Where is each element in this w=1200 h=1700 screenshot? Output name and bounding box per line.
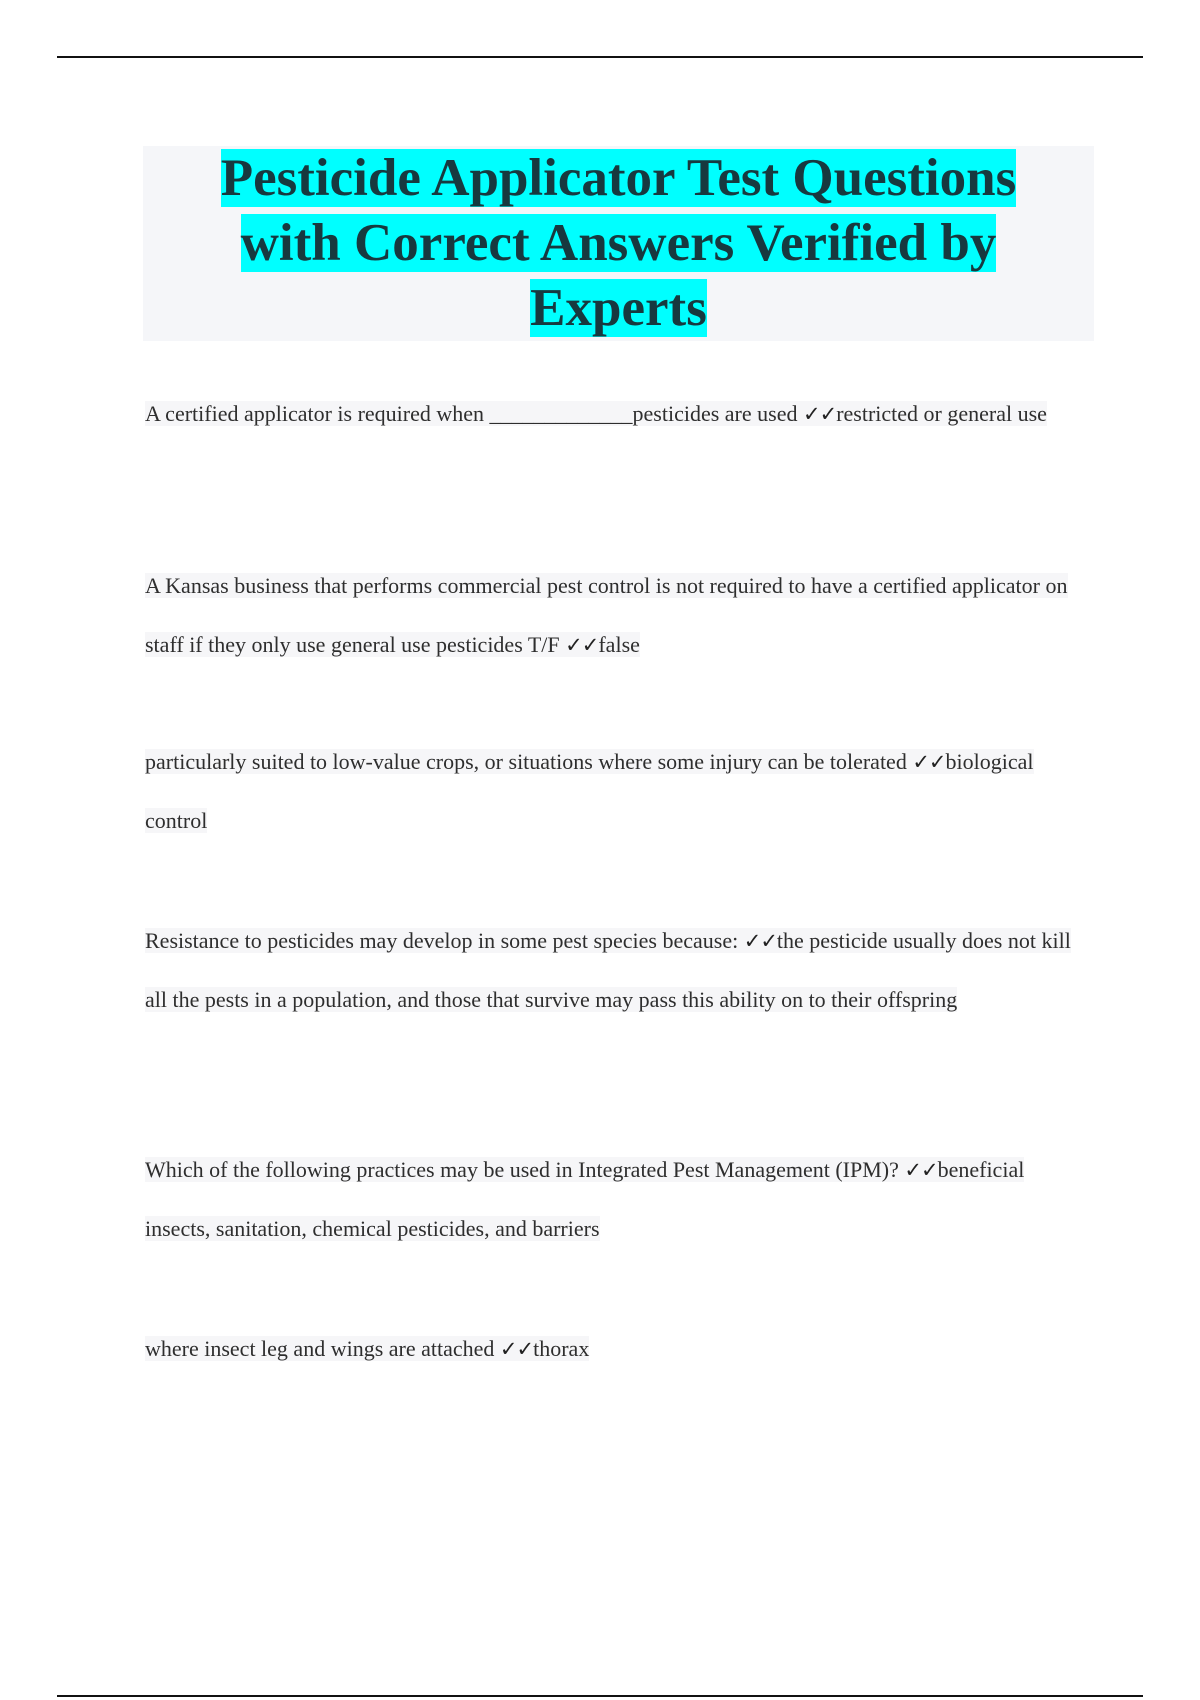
double-check-icon: ✓✓ [802, 402, 837, 426]
title-banner [143, 146, 1094, 341]
qa-item-6 [145, 1320, 1085, 1379]
double-check-icon: ✓✓ [499, 1337, 534, 1361]
question-text: A Kansas business that performs commercial pest control is not required to have a certified applicator on staff if they only use general use pesticides T/F [145, 573, 1068, 657]
double-check-icon: ✓✓ [743, 929, 777, 953]
qa-item-1 [145, 385, 1085, 444]
qa-item-text [145, 401, 1047, 426]
answer-text: restricted or general use [836, 401, 1047, 426]
question-text: Which of the following practices may be used in Integrated Pest Management (IPM)? [145, 1157, 905, 1182]
answer-text: thorax [533, 1336, 590, 1361]
qa-item-2 [145, 557, 1085, 674]
answer-text: biological control [145, 749, 1034, 833]
qa-item-5 [145, 1141, 1085, 1258]
top-rule [57, 56, 1143, 58]
qa-item-3 [145, 733, 1085, 850]
qa-item-4 [145, 912, 1085, 1029]
qa-item-text [145, 1336, 589, 1361]
double-check-icon: ✓✓ [912, 750, 946, 774]
page-title: Pesticide Applicator Test Questions with Correct Answers Verified by Experts [220, 149, 1017, 337]
qa-item-text [145, 573, 1068, 657]
double-check-icon: ✓✓ [565, 632, 599, 657]
qa-item-text [145, 749, 1034, 833]
answer-text: false [598, 631, 640, 657]
answer-text: beneficial insects, sanitation, chemical pesticides, and barriers [145, 1157, 1025, 1241]
question-text: Resistance to pesticides may develop in some pest species because: [145, 928, 744, 953]
bottom-rule [57, 1695, 1143, 1697]
answer-text: the pesticide usually does not kill all the pests in a population, and those that survive may pass this ability on to their offspring [145, 928, 1071, 1012]
question-text: where insect leg and wings are attached [145, 1336, 500, 1361]
question-text: A certified applicator is required when _____________pesticides are used [145, 401, 803, 426]
double-check-icon: ✓✓ [904, 1158, 938, 1182]
question-text: particularly suited to low-value crops, or situations where some injury can be tolerated [145, 749, 913, 774]
qa-item-text [145, 928, 1071, 1012]
qa-item-text [145, 1157, 1024, 1241]
